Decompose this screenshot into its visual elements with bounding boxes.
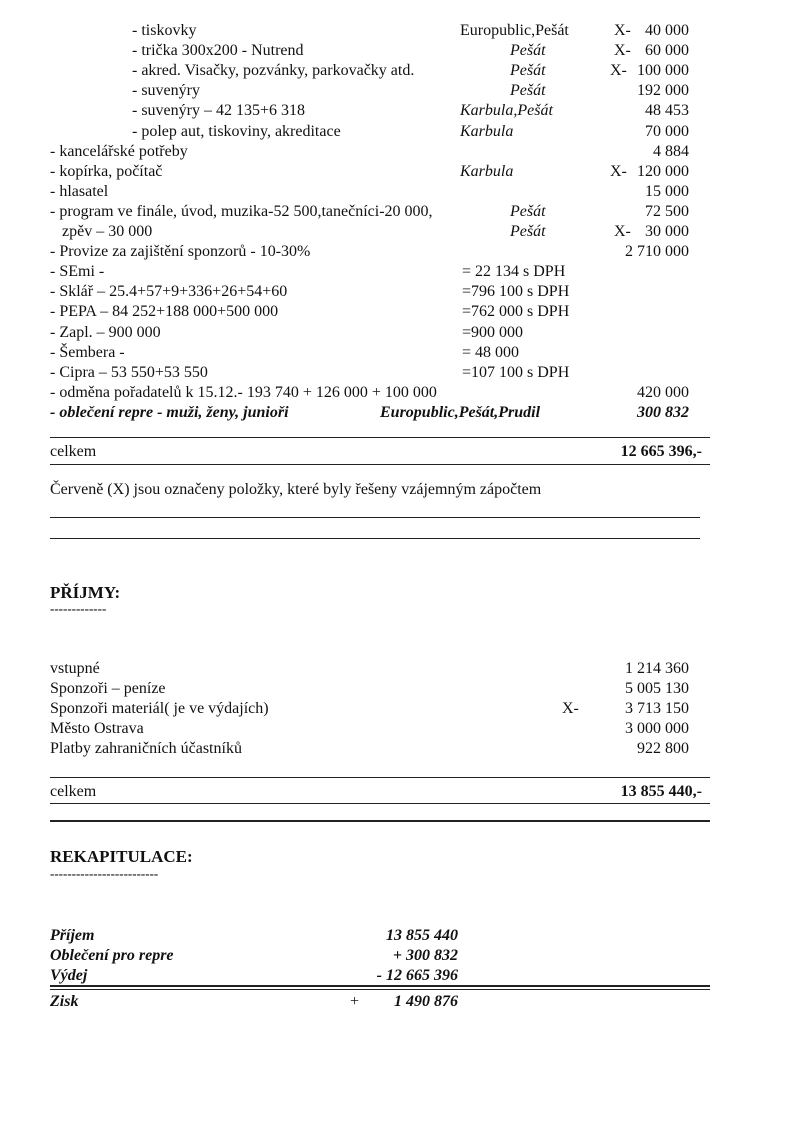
expense-amount: 48 453 <box>645 102 689 120</box>
expense-amount: 420 000 <box>637 383 689 401</box>
offset-mark: X- <box>614 42 631 60</box>
income-amount: 3 000 000 <box>625 720 689 738</box>
expense-label: - Provize za zajištění sponzorů - 10-30% <box>50 243 311 261</box>
expense-responsible: Pešát <box>510 42 546 60</box>
income-label: Platby zahraničních účastníků <box>50 740 242 758</box>
expense-row <box>0 122 800 142</box>
expense-label: zpěv – 30 000 <box>62 223 153 240</box>
expense-row <box>0 323 800 343</box>
income-heading-underline: ------------- <box>50 601 107 616</box>
expense-responsible: Pešát <box>510 202 546 220</box>
expense-row <box>0 242 800 262</box>
recap-value: 13 855 440 <box>386 927 458 944</box>
divider-thick <box>50 820 710 822</box>
expense-amount: 15 000 <box>645 182 689 200</box>
divider <box>50 437 710 438</box>
expense-row <box>0 81 800 101</box>
expense-responsible: =796 100 s DPH <box>462 283 570 301</box>
income-label: vstupné <box>50 660 100 677</box>
expense-label: - oblečení repre - muži, ženy, junioři <box>50 403 289 421</box>
recap-row <box>50 926 750 946</box>
expense-row <box>0 302 800 322</box>
expense-row <box>0 403 800 423</box>
expense-label: - kancelářské potřeby <box>50 142 188 160</box>
expense-label: - odměna pořadatelů k 15.12.- 193 740 + 126 000 + 100 000 <box>50 383 437 401</box>
expense-label: - polep aut, tiskoviny, akreditace <box>132 122 341 140</box>
expense-row <box>0 101 800 121</box>
expenses-total-amount: 12 665 396,- <box>620 443 702 460</box>
income-total-label: celkem <box>50 783 97 800</box>
recap-label: Oblečení pro repre <box>50 947 174 964</box>
expense-row <box>0 202 800 222</box>
expense-label: - Sklář – 25.4+57+9+336+26+54+60 <box>50 283 288 301</box>
expense-responsible: =762 000 s DPH <box>462 303 570 321</box>
expense-amount: 4 884 <box>653 142 689 160</box>
recap-row <box>50 966 750 986</box>
expense-row <box>0 21 800 41</box>
expense-amount: 2 710 000 <box>625 243 689 261</box>
income-row <box>0 679 800 699</box>
divider <box>50 803 710 804</box>
expense-label: - Zapl. – 900 000 <box>50 323 161 341</box>
income-amount: 1 214 360 <box>625 660 689 677</box>
expense-responsible: Pešát <box>510 82 546 100</box>
divider <box>50 777 710 778</box>
divider <box>50 464 710 465</box>
expense-row <box>0 343 800 363</box>
expense-responsible: = 22 134 s DPH <box>462 263 566 281</box>
recap-label: Výdej <box>50 967 88 984</box>
income-amount: 3 713 150 <box>625 700 689 718</box>
expense-responsible: Karbula <box>460 122 514 140</box>
offset-mark: X- <box>614 22 631 39</box>
income-row <box>0 699 800 719</box>
recap-sign: + <box>350 993 360 1010</box>
recap-heading-underline: ------------------------- <box>50 866 159 881</box>
expense-row <box>0 222 800 242</box>
expense-responsible: Pešát <box>510 62 546 80</box>
income-label: Město Ostrava <box>50 720 144 738</box>
expense-amount: 192 000 <box>637 82 689 100</box>
offset-mark: X- <box>562 700 579 718</box>
income-row <box>0 659 800 679</box>
expenses-total-row <box>0 442 800 462</box>
expense-row <box>0 41 800 61</box>
expense-amount: 70 000 <box>645 122 689 140</box>
expense-amount: 60 000 <box>645 42 689 60</box>
expense-row <box>0 162 800 182</box>
note-row <box>0 480 800 500</box>
income-heading: PŘÍJMY: <box>50 583 121 602</box>
offset-mark: X- <box>610 62 627 80</box>
expense-responsible: Europublic,Pešát <box>460 22 569 39</box>
expense-amount: 300 832 <box>637 403 689 421</box>
expense-amount: 100 000 <box>637 62 689 80</box>
expenses-total-label: celkem <box>50 443 97 460</box>
blank-line <box>50 538 700 539</box>
expense-row <box>0 383 800 403</box>
recap-value: + 300 832 <box>392 947 458 964</box>
expense-row <box>0 363 800 383</box>
expense-label: - tiskovky <box>132 22 197 39</box>
recap-row <box>50 992 750 1012</box>
divider-thick <box>50 985 710 987</box>
income-amount: 5 005 130 <box>625 680 689 698</box>
divider <box>50 989 710 990</box>
income-label: Sponzoři materiál( je ve výdajích) <box>50 700 269 718</box>
expense-label: - Šembera - <box>50 343 125 361</box>
expense-label: - program ve finále, úvod, muzika-52 500,tanečníci-20 000, <box>50 202 433 220</box>
offset-mark: X- <box>610 162 627 180</box>
expense-responsible: =107 100 s DPH <box>462 363 570 381</box>
expense-responsible: Karbula,Pešát <box>460 102 553 120</box>
expense-row <box>0 61 800 81</box>
expense-responsible: = 48 000 <box>462 343 520 361</box>
expense-responsible: Pešát <box>510 223 546 240</box>
expense-responsible: Europublic,Pešát,Prudil <box>380 403 541 421</box>
expense-label: - Cipra – 53 550+53 550 <box>50 363 208 381</box>
recap-value: 1 490 876 <box>394 993 458 1010</box>
note-text: Červeně (X) jsou označeny položky, které byly řešeny vzájemným zápočtem <box>50 481 542 498</box>
income-label: Sponzoři – peníze <box>50 680 166 698</box>
expense-label: - trička 300x200 - Nutrend <box>132 42 304 60</box>
income-amount: 922 800 <box>637 740 689 758</box>
income-row <box>0 719 800 739</box>
expense-label: - suvenýry <box>132 82 200 100</box>
expense-label: - hlasatel <box>50 182 109 200</box>
offset-mark: X- <box>614 223 631 240</box>
income-row <box>0 739 800 759</box>
recap-value: - 12 665 396 <box>376 967 458 984</box>
expense-row <box>0 262 800 282</box>
recap-label: Příjem <box>50 927 95 944</box>
expense-responsible: Karbula <box>460 162 514 180</box>
blank-line <box>50 517 700 518</box>
expense-responsible: =900 000 <box>462 323 524 341</box>
expense-amount: 120 000 <box>637 162 689 180</box>
expense-label: - akred. Visačky, pozvánky, parkovačky atd. <box>132 62 415 80</box>
income-total-row <box>0 782 800 802</box>
expense-row <box>0 182 800 202</box>
expense-label: - kopírka, počítač <box>50 162 163 180</box>
expense-row <box>0 142 800 162</box>
recap-heading: REKAPITULACE: <box>50 847 193 866</box>
recap-label: Zisk <box>50 993 79 1010</box>
expense-amount: 40 000 <box>645 22 689 39</box>
expense-amount: 72 500 <box>645 202 689 220</box>
expense-amount: 30 000 <box>645 223 689 240</box>
expense-label: - PEPA – 84 252+188 000+500 000 <box>50 303 279 321</box>
expense-row <box>0 282 800 302</box>
expense-label: - suvenýry – 42 135+6 318 <box>132 102 306 120</box>
income-total-amount: 13 855 440,- <box>620 783 702 800</box>
recap-row <box>50 946 750 966</box>
expense-label: - SEmi - <box>50 263 105 281</box>
